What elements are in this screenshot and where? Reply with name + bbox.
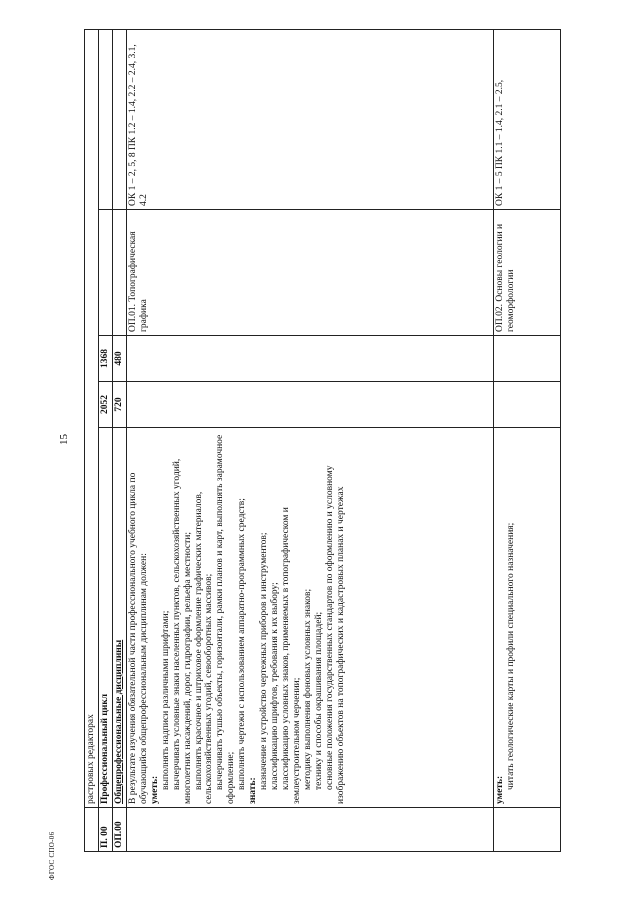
skill-item: выполнять красочное и штриховое оформление графических материалов, сельскохозяйственных угодий, севооборотных массивов; [193,491,215,804]
table-row [99,29,113,851]
knowledge-heading: знать: [248,777,259,804]
knowledge-item: методику выполнения фоновых условных знаков; [302,588,313,790]
knowledge-item: технику и способы окрашивания площадей; [313,611,324,790]
cell-max-load: 2052 [99,382,113,428]
cell-oblig-load: 1368 [99,336,113,382]
cell-code: ОП.00 [113,808,127,852]
cell-competencies: ОК 1 – 2, 5, 8 ПК 1.2 – 1.4, 2.2 – 2.4, 3.1, 4.2 [127,29,494,209]
cell-oblig-load [494,336,561,382]
table-row [113,29,127,851]
cell-discipline: ОП.02. Основы геологии и геоморфологии [494,210,561,336]
knowledge-item: основные положения государственных стандартов по оформлению и условному изображению объектов на топографических и кадастровых планах и чертежах [324,465,346,804]
skill-item: выполнять чертежи с использованием аппаратно-программных средств; [237,498,248,790]
cell-max-load [127,382,494,428]
cell-oblig-load: 480 [113,336,127,382]
cell-max-load [494,382,561,428]
cell-section-name: Профессиональный цикл [99,428,113,808]
curriculum-table-rotated [84,30,560,852]
table-row [494,29,561,851]
footer-code: ФГОС СПО-06 [48,831,56,880]
cell-discipline: ОП.01. Топографическая графика [127,210,494,336]
cell-discipline [99,210,113,336]
skill-item: выполнять надписи различными шрифтами; [160,610,171,790]
skills-heading: уметь: [495,775,505,804]
curriculum-table [84,29,561,852]
requirements-intro: В результате изучения обязательной части профессионального учебного цикла по обучающийся общепрофессиональным дисциплинам должен: [128,472,149,804]
cell-code: П. 00 [99,808,113,852]
cell-requirements [494,428,561,808]
cell-requirements [127,428,494,808]
table-row [127,29,494,851]
skill-item: вычерчивать условные знаки населенных пунктов, сельскохозяйственных угодий, многолетних насаждений, дорог, гидрографии, рельефа местности; [171,458,193,804]
cell-section-name: Общепрофессиональные дисциплины [113,428,127,808]
cell-max-load: 720 [113,382,127,428]
cell-discipline [113,210,127,336]
cell-oblig-load [127,336,494,382]
cell-code [127,808,494,852]
skills-heading: уметь: [149,775,160,804]
knowledge-item: классификацию условных знаков, применяемых в топографическом и землеустроительном черчении; [280,507,302,804]
table-row [85,29,99,851]
cell-competencies [99,29,113,209]
cell-code [494,808,561,852]
cell-continued-text: растровых редакторах [85,29,99,807]
cell-competencies: ОК 1 – 5 ПК 1.1 – 1.4, 2.1 – 2.5, [494,29,561,209]
skill-item: вычерчивать тушью объекты, горизонтали, рамки планов и карт, выполнять зарамочное оформление; [215,434,237,804]
page-number: 15 [58,434,70,445]
knowledge-item: назначение и устройство чертежных приборов и инструментов; [259,532,270,790]
cell-competencies [113,29,127,209]
cell-code [85,808,99,852]
skill-item: читать геологические карты и профили специального назначения; [505,522,516,790]
knowledge-item: классификацию шрифтов, требования к их выбору; [269,582,280,790]
